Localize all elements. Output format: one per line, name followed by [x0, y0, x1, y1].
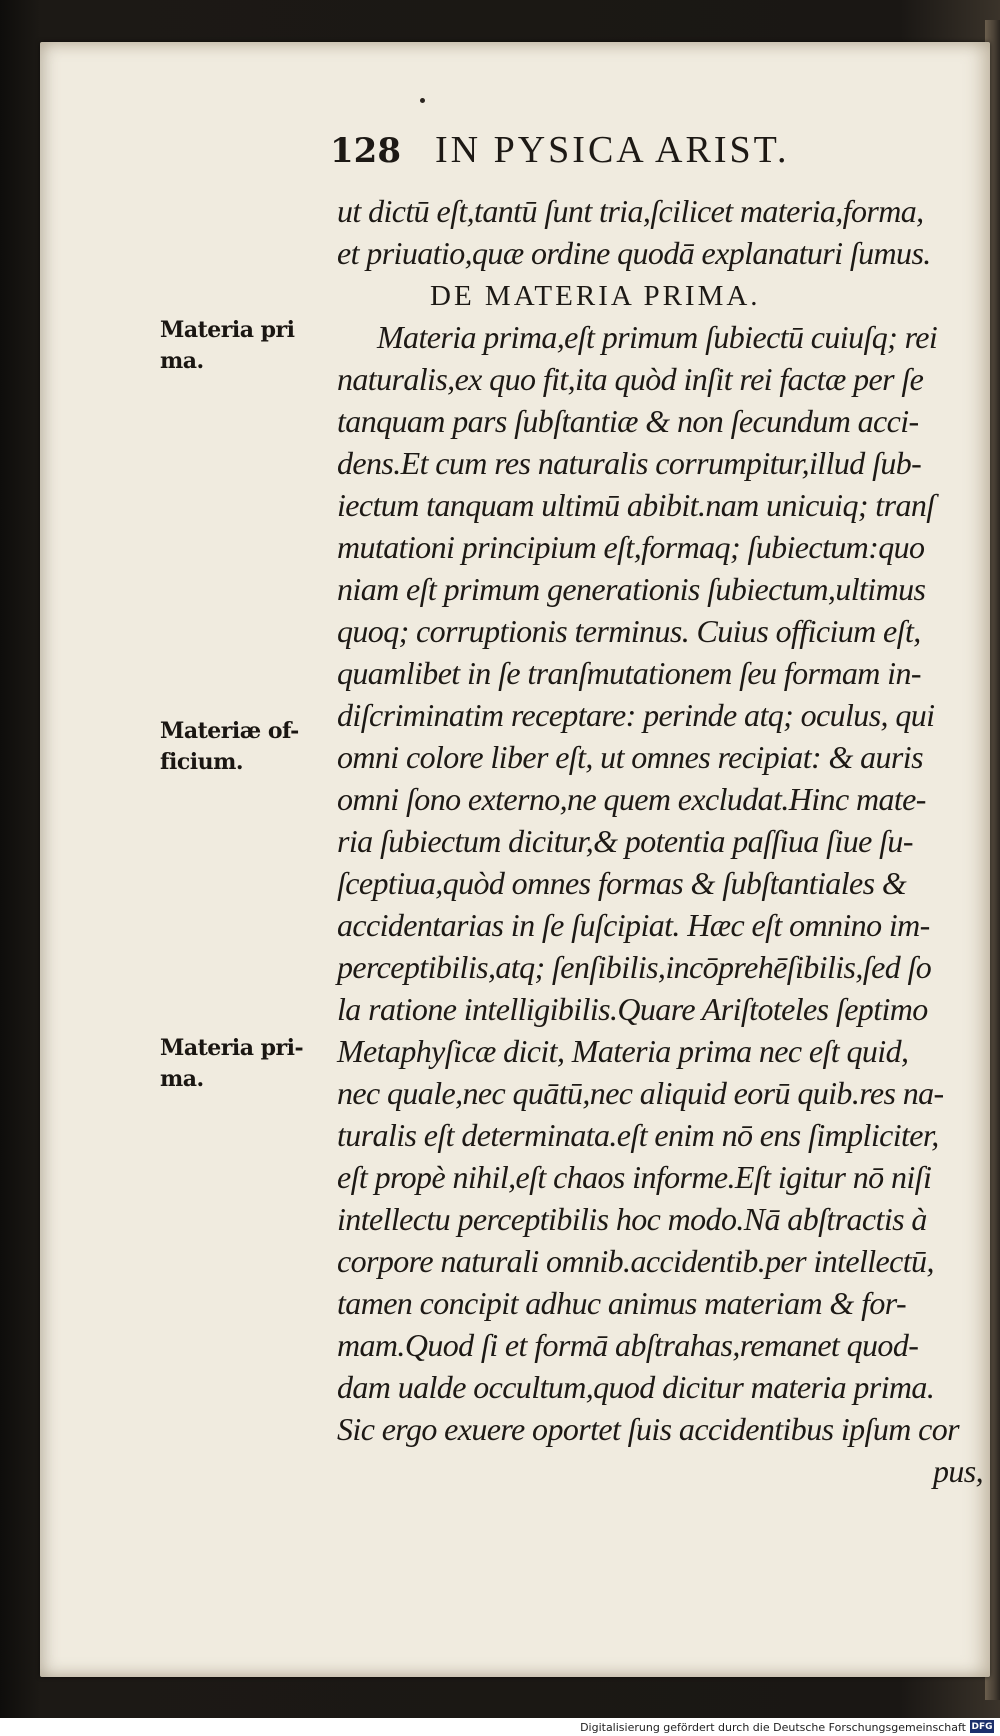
- text-line: quoq; corruptionis terminus. Cuius officium eſt,: [337, 613, 921, 649]
- page-header: [330, 128, 890, 178]
- text-line: intellectu perceptibilis hoc modo.Nā abſtractis à: [337, 1201, 927, 1237]
- marginal-note-line: Materiæ of-: [160, 718, 299, 744]
- digitization-notice: [0, 1718, 1000, 1736]
- text-line: mutationi principium eſt,formaq; ſubiectum:quo: [337, 529, 925, 565]
- text-line: eſt propè nihil,eſt chaos informe.Eſt igitur nō niſi: [337, 1159, 932, 1195]
- text-line: Sic ergo exuere oportet ſuis accidentibus ipſum cor: [337, 1411, 959, 1447]
- text-line: niam eſt primum generationis ſubiectum,ultimus: [337, 571, 926, 607]
- text-line: tanquam pars ſubſtantiæ & non ſecundum acci-: [337, 403, 919, 439]
- marginal-note-line: Materia pri: [160, 317, 295, 343]
- catchword: pus,: [932, 1453, 983, 1489]
- dfg-logo: DFG: [971, 1721, 993, 1732]
- marginal-note-line: ficium.: [160, 749, 244, 775]
- text-line: tamen concipit adhuc animus materiam & for-: [337, 1285, 907, 1321]
- text-line: dens.Et cum res naturalis corrumpitur,illud ſub-: [337, 445, 922, 481]
- marginal-note-line: Materia pri-: [160, 1035, 304, 1061]
- text-line: nec quale,nec quātū,nec aliquid eorū quib.res na-: [337, 1075, 944, 1111]
- text-line: Materia prima,eſt primum ſubiectū cuiuſq; rei: [377, 319, 938, 355]
- text-line: turalis eſt determinata.eſt enim nō ens ſimpliciter,: [337, 1117, 939, 1153]
- text-line: omni ſono externo,ne quem excludat.Hinc mate-: [337, 781, 926, 817]
- marginal-note-line: ma.: [160, 348, 204, 374]
- text-line: ſceptiua,quòd omnes formas & ſubſtantiales &: [337, 865, 907, 901]
- text-line: iectum tanquam ultimū abibit.nam unicuiq; tranſ: [337, 487, 935, 523]
- text-line: accidentarias in ſe ſuſcipiat. Hæc eſt omnino im-: [337, 907, 930, 943]
- text-line: diſcriminatim receptare: perinde atq; oculus, qui: [337, 697, 935, 733]
- text-line: naturalis,ex quo fit,ita quòd inſit rei factæ per ſe: [337, 361, 924, 397]
- text-line: la ratione intelligibilis.Quare Ariſtoteles ſeptimo: [337, 991, 928, 1027]
- section-heading: DE MATERIA PRIMA.: [430, 280, 761, 312]
- text-line: mam.Quod ſi et formā abſtrahas,remanet quod-: [337, 1327, 919, 1363]
- text-line: omni colore liber eſt, ut omnes recipiat: & auris: [337, 739, 923, 775]
- running-head: IN PYSICA ARIST.: [434, 129, 790, 171]
- marginal-note: [160, 1033, 330, 1095]
- text-line: Metaphyſicæ dicit, Materia prima nec eſt quid,: [337, 1033, 909, 1069]
- text-line: quamlibet in ſe tranſmutationem ſeu formam in-: [337, 655, 921, 691]
- page-number: 128: [330, 131, 401, 171]
- digitization-notice-text: Digitalisierung gefördert durch die Deutsche Forschungsgemeinschaft: [580, 1720, 966, 1734]
- text-line: dam ualde occultum,quod dicitur materia prima.: [337, 1369, 935, 1405]
- main-text: [337, 190, 987, 1492]
- text-line: et priuatio,quæ ordine quodā explanaturi ſumus.: [337, 235, 931, 271]
- text-line: ut dictū eſt,tantū ſunt tria,ſcilicet materia,forma,: [337, 193, 924, 229]
- ink-speck: [420, 98, 425, 103]
- text-line: ria ſubiectum dicitur,& potentia paſſiua ſiue ſu-: [337, 823, 913, 859]
- marginal-note: [160, 315, 330, 377]
- text-line: perceptibilis,atq; ſenſibilis,incōprehēſibilis,ſed ſo: [337, 949, 932, 985]
- text-line: corpore naturali omnib.accidentib.per intellectū,: [337, 1243, 934, 1279]
- marginal-note-line: ma.: [160, 1066, 204, 1092]
- marginal-note: [160, 716, 330, 778]
